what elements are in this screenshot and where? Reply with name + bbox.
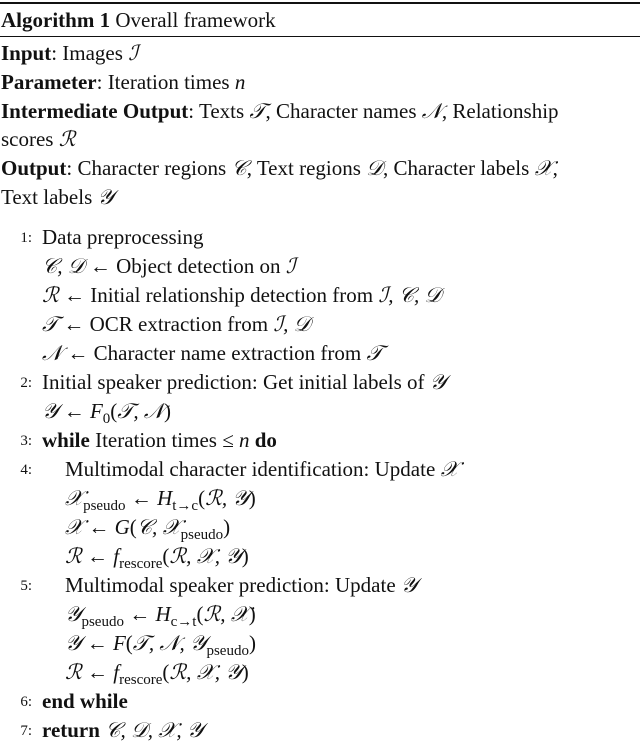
text-segment: ← <box>81 631 113 655</box>
text-segment: ( <box>198 486 206 510</box>
text-segment: Data preprocessing <box>42 225 204 249</box>
math-symbol: 𝒳 <box>65 486 84 510</box>
header-line <box>1 39 138 67</box>
line-number: 1: <box>20 230 32 246</box>
text-segment: ← <box>123 602 156 626</box>
keyword: Output <box>1 156 67 181</box>
algorithm-step <box>42 687 128 715</box>
math-symbol: ℛ <box>65 544 82 568</box>
text-segment: ) <box>241 544 249 568</box>
text-segment: , Character names <box>265 98 422 123</box>
subscript: 0 <box>102 411 111 427</box>
text-segment: ← OCR extraction from <box>58 312 274 336</box>
math-symbol: 𝒩 <box>42 341 63 365</box>
math-symbol: 𝒞, 𝒟, 𝒳, 𝒴 <box>105 718 204 742</box>
subscript: pseudo <box>83 498 126 514</box>
subscript: pseudo <box>81 614 124 630</box>
algorithm-label: Algorithm 1 <box>1 8 111 32</box>
math-symbol: ℐ <box>285 254 296 278</box>
line-number: 3: <box>20 433 32 449</box>
keyword: while <box>42 428 90 452</box>
math-symbol: 𝒴 <box>42 399 59 423</box>
text-segment: ← Character name extraction from <box>62 341 367 365</box>
text-segment: Text labels <box>1 185 98 209</box>
line-number: 4: <box>20 462 32 478</box>
math-symbol: 𝒯 <box>249 98 266 123</box>
header-line <box>1 125 76 153</box>
subscript: rescore <box>119 556 163 572</box>
line-number: 6: <box>20 694 32 710</box>
math-symbol: n <box>239 428 250 452</box>
text-segment: ← <box>58 399 90 423</box>
text-segment: Initial speaker prediction: Get initial labels of <box>42 370 430 394</box>
math-symbol: F <box>112 631 126 655</box>
algorithm-step <box>42 339 383 367</box>
algorithm-step <box>42 368 446 396</box>
algorithm-step <box>42 426 277 454</box>
subscript: c→t <box>170 614 197 630</box>
header-line <box>1 97 559 125</box>
math-symbol: ℛ, 𝒳, 𝒴 <box>169 660 242 684</box>
math-symbol: H <box>157 486 173 510</box>
subscript: t→c <box>172 498 199 514</box>
math-symbol: 𝒞, 𝒟 <box>42 254 85 278</box>
keyword: return <box>42 718 100 742</box>
math-symbol: 𝒞, 𝒳 <box>136 515 181 539</box>
text-segment: : Character regions <box>66 156 232 181</box>
math-symbol: n <box>234 69 246 94</box>
text-segment: ← <box>81 660 114 684</box>
math-symbol: 𝒞 <box>231 156 247 181</box>
math-symbol: ℛ <box>42 283 59 307</box>
algorithm-step <box>65 571 417 599</box>
math-symbol: 𝒳 <box>440 457 459 481</box>
text-segment: ) <box>241 660 249 684</box>
keyword: end while <box>42 689 128 713</box>
text-segment: ← <box>83 515 115 539</box>
math-symbol: 𝒟 <box>366 156 383 181</box>
header-line <box>1 183 114 211</box>
keyword: Intermediate Output <box>1 98 189 123</box>
header-line <box>1 154 558 182</box>
header-line <box>1 68 245 96</box>
math-symbol: ℐ, 𝒟 <box>273 312 311 336</box>
math-symbol: 𝒩 <box>421 98 442 123</box>
subscript: pseudo <box>206 643 249 659</box>
text-segment: Iteration times ≤ <box>89 428 239 452</box>
text-segment: ( <box>110 399 118 423</box>
text-segment: , Text regions <box>246 156 367 181</box>
math-symbol: ℛ <box>58 127 76 152</box>
math-symbol: ℛ <box>65 660 82 684</box>
text-segment: ) <box>223 515 231 539</box>
math-symbol: ℛ, 𝒴 <box>205 486 249 510</box>
math-symbol: ℛ, 𝒳 <box>203 602 249 626</box>
text-segment: scores <box>1 127 59 152</box>
text-segment: ) <box>164 399 172 423</box>
text-segment: ← <box>125 486 158 510</box>
keyword: Parameter <box>1 69 97 94</box>
math-symbol: f <box>113 660 120 684</box>
math-symbol: 𝒴 <box>429 370 447 394</box>
top-rule <box>0 2 640 4</box>
algorithm-step <box>42 716 203 744</box>
algorithm-step <box>42 223 204 251</box>
text-segment: ( <box>125 631 133 655</box>
text-segment: ( <box>129 515 137 539</box>
text-segment: , <box>552 156 558 181</box>
text-segment: ) <box>248 631 256 655</box>
text-segment: ) <box>248 602 256 626</box>
text-segment: ( <box>162 544 170 568</box>
math-symbol: 𝒴 <box>400 573 418 597</box>
math-symbol: 𝒴 <box>65 631 82 655</box>
text-segment: ← <box>81 544 114 568</box>
text-segment: ( <box>162 660 170 684</box>
keyword: do <box>254 428 277 452</box>
math-symbol: 𝒳 <box>65 515 84 539</box>
math-symbol: 𝒳 <box>534 156 553 181</box>
keyword: Input <box>1 41 52 65</box>
algorithm-title <box>1 6 276 34</box>
math-symbol: 𝒴 <box>97 185 114 209</box>
text-segment: ← Object detection on <box>84 254 286 278</box>
math-symbol: 𝒯 <box>366 341 383 365</box>
math-symbol: 𝒴 <box>65 602 82 626</box>
algorithm-step <box>42 310 310 338</box>
math-symbol: 𝒯 <box>42 312 59 336</box>
line-number: 5: <box>20 578 32 594</box>
math-symbol: 𝒯, 𝒩 <box>117 399 165 423</box>
text-segment: : Images <box>51 41 129 65</box>
text-segment: Multimodal character identification: Update <box>65 457 441 481</box>
text-segment: Multimodal speaker prediction: Update <box>65 573 401 597</box>
math-symbol: H <box>155 602 171 626</box>
math-symbol: f <box>113 544 120 568</box>
math-symbol: F <box>89 399 103 423</box>
math-symbol: ℐ <box>128 41 139 65</box>
text-segment: ← Initial relationship detection from <box>58 283 379 307</box>
line-number: 2: <box>20 375 32 391</box>
math-symbol: ℐ, 𝒞, 𝒟 <box>378 283 442 307</box>
subscript: pseudo <box>180 527 224 543</box>
text-segment: , Character labels <box>382 156 535 181</box>
algorithm-name: Overall framework <box>115 8 276 32</box>
math-symbol: G <box>114 515 130 539</box>
math-symbol: ℛ, 𝒳, 𝒴 <box>169 544 242 568</box>
algorithm-step <box>42 281 441 309</box>
text-segment: ( <box>196 602 204 626</box>
title-rule <box>0 36 640 37</box>
text-segment: ) <box>248 486 256 510</box>
text-segment: : Iteration times <box>96 69 235 94</box>
subscript: rescore <box>119 672 163 688</box>
math-symbol: 𝒯, 𝒩, 𝒴 <box>132 631 207 655</box>
algorithm-step <box>42 252 296 280</box>
line-number: 7: <box>20 723 32 739</box>
text-segment: : Texts <box>188 98 250 123</box>
text-segment: , Relationship <box>441 98 559 123</box>
algorithm-step <box>65 455 459 483</box>
